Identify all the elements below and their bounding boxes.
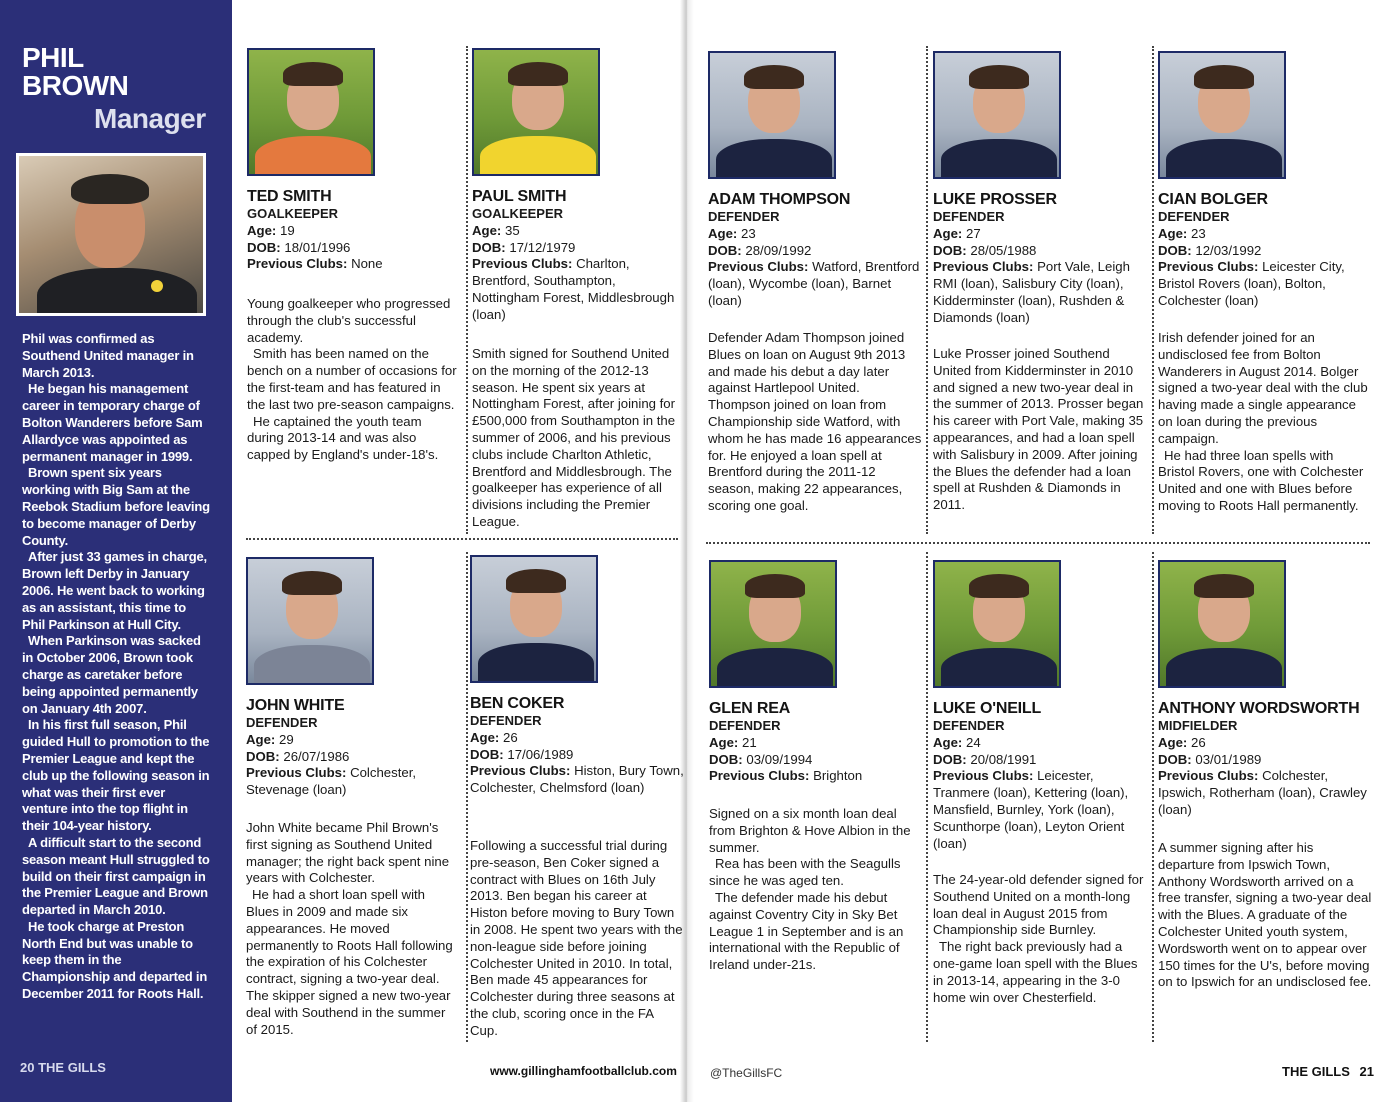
- player-info: [933, 191, 1147, 327]
- player-name: GLEN REA: [709, 700, 791, 717]
- previous-clubs-label: Previous Clubs:: [933, 768, 1034, 784]
- column-divider: [926, 46, 928, 534]
- player-age: 29: [278, 731, 294, 747]
- previous-clubs-label: Previous Clubs:: [246, 765, 347, 781]
- player-previous-clubs-row: [472, 256, 686, 323]
- manager-bio-paragraph: In his first full season, Phil guided Hull to promotion to the Premier League and kept the club up the following season in what was their first ever venture into the top flight in their 104-year history.: [22, 717, 210, 834]
- player-info: [470, 695, 684, 797]
- player-name: JOHN WHITE: [246, 697, 345, 714]
- player-previous-clubs: Leicester City, Bristol Rovers (loan), Bolton, Colchester (loan): [1158, 259, 1345, 308]
- player-info: [1158, 191, 1372, 310]
- manager-bio-paragraph: A difficult start to the second season meant Hull struggled to build on their first campaign in the Premier League and Brown departed in March 2010.: [22, 834, 210, 918]
- player-info: [472, 188, 686, 324]
- player-previous-clubs-row: [1158, 768, 1372, 818]
- player-previous-clubs-row: [709, 768, 923, 785]
- player-photo: [247, 48, 375, 176]
- player-position: DEFENDER: [1158, 209, 1230, 224]
- player-dob: 26/07/1986: [283, 748, 350, 764]
- website-footer: www.gillinghamfootballclub.com: [490, 1064, 677, 1078]
- player-description-paragraph: He had a short loan spell with Blues in 2009 and made six appearances. He moved permanently to Roots Hall following the expiration of his Colchester contract, signing a two-year deal. The skipper signed a new two-year deal with Southend in the summer of 2015.: [246, 887, 453, 1037]
- manager-first-name: PHIL: [22, 42, 84, 73]
- player-age: 23: [1190, 225, 1206, 241]
- column-divider: [926, 552, 928, 1042]
- player-dob-row: [470, 747, 684, 764]
- player-previous-clubs-row: [933, 259, 1147, 326]
- player-previous-clubs-row: [933, 768, 1147, 852]
- column-divider: [1152, 552, 1154, 1042]
- player-description: [709, 806, 923, 974]
- player-description-paragraph: He had three loan spells with Bristol Rovers, one with Colchester United and one with Blues before moving to Roots Hall permanently.: [1158, 447, 1364, 513]
- previous-clubs-label: Previous Clubs:: [470, 763, 571, 779]
- player-photo: [246, 557, 374, 685]
- player-previous-clubs-row: [247, 256, 461, 273]
- age-label: Age:: [933, 225, 963, 241]
- player-age: 35: [504, 222, 520, 238]
- player-description-paragraph: Young goalkeeper who progressed through the club's successful academy.: [247, 296, 451, 345]
- player-dob: 28/09/1992: [745, 242, 812, 258]
- player-age-row: [472, 223, 686, 240]
- player-photo: [709, 560, 837, 688]
- player-age: 24: [965, 734, 981, 750]
- player-position: MIDFIELDER: [1158, 718, 1238, 733]
- left-page-footer: [20, 1060, 106, 1075]
- player-description-paragraph: The 24-year-old defender signed for Southend United on a month-long loan deal in August 2015 from Championship side Burnley.: [933, 872, 1144, 938]
- dob-label: DOB:: [1158, 242, 1192, 258]
- player-description: [1158, 330, 1372, 515]
- player-info: [246, 697, 460, 799]
- player-position: GOALKEEPER: [472, 206, 564, 221]
- column-divider: [466, 46, 468, 534]
- right-page-footer: [1282, 1064, 1374, 1079]
- player-info: [933, 700, 1147, 852]
- player-previous-clubs: Brighton: [813, 768, 863, 784]
- player-position: DEFENDER: [708, 209, 780, 224]
- player-age-row: [933, 735, 1147, 752]
- player-previous-clubs: Watford, Brentford (loan), Wycombe (loan), Barnet (loan): [708, 259, 920, 308]
- left-page-number: 20: [20, 1060, 35, 1075]
- player-age-row: [470, 730, 684, 747]
- player-description-paragraph: Signed on a six month loan deal from Brighton & Hove Albion in the summer.: [709, 806, 911, 855]
- player-age: 26: [502, 729, 518, 745]
- player-dob: 12/03/1992: [1195, 242, 1262, 258]
- manager-role: Manager: [94, 103, 206, 134]
- player-dob: 17/12/1979: [509, 239, 576, 255]
- left-publication-name: THE GILLS: [38, 1060, 106, 1075]
- player-name: ADAM THOMPSON: [708, 191, 851, 208]
- player-dob-row: [933, 752, 1147, 769]
- player-previous-clubs-row: [1158, 259, 1372, 309]
- dob-label: DOB:: [708, 242, 742, 258]
- player-previous-clubs: Leicester, Tranmere (loan), Kettering (loan), Mansfield, Burnley, York (loan), Scunthorpe (loan), Leyton Orient (loan): [933, 768, 1129, 851]
- previous-clubs-label: Previous Clubs:: [1158, 259, 1259, 275]
- player-age-row: [708, 226, 922, 243]
- player-description-paragraph: Luke Prosser joined Southend United from Kidderminster in 2010 and signed a new two-year deal in the summer of 2013. Prosser began his career with Port Vale, making 35 appearances, and had a loan spell with Salisbury in 2009. After joining the Blues the defender had a loan spell at Rushden & Diamonds in 2011.: [933, 346, 1144, 513]
- player-position: DEFENDER: [470, 713, 542, 728]
- player-previous-clubs-row: [708, 259, 922, 309]
- previous-clubs-label: Previous Clubs:: [1158, 768, 1259, 784]
- player-name: ANTHONY WORDSWORTH: [1158, 700, 1360, 717]
- player-name: BEN COKER: [470, 695, 565, 712]
- player-description-paragraph: The defender made his debut against Coventry City in Sky Bet League 1 in September and is an international with the Republic of Ireland under-21s.: [709, 889, 904, 973]
- dob-label: DOB:: [1158, 751, 1192, 767]
- player-photo: [1158, 560, 1286, 688]
- player-age: 27: [965, 225, 981, 241]
- player-description-paragraph: The right back previously had a one-game loan spell with the Blues in 2013-14, appearing in the 3-0 home win over Chesterfield.: [933, 939, 1138, 1005]
- age-label: Age:: [470, 729, 500, 745]
- player-description: [247, 296, 461, 464]
- dob-label: DOB:: [246, 748, 280, 764]
- player-photo: [933, 51, 1061, 179]
- manager-bio-paragraph: After just 33 games in charge, Brown left Derby in January 2006. He went back to working as an assistant, this time to Phil Parkinson at Hull City.: [22, 549, 207, 632]
- player-dob: 17/06/1989: [507, 746, 574, 762]
- player-name: LUKE PROSSER: [933, 191, 1057, 208]
- player-previous-clubs-row: [470, 763, 684, 797]
- column-divider: [466, 552, 468, 1042]
- age-label: Age:: [933, 734, 963, 750]
- player-position: DEFENDER: [933, 718, 1005, 733]
- player-dob-row: [709, 752, 923, 769]
- dob-label: DOB:: [709, 751, 743, 767]
- daffodil-pin-icon: [151, 280, 163, 292]
- player-dob: 28/05/1988: [970, 242, 1037, 258]
- player-dob-row: [708, 243, 922, 260]
- previous-clubs-label: Previous Clubs:: [472, 256, 573, 272]
- player-age-row: [247, 223, 461, 240]
- dob-label: DOB:: [470, 746, 504, 762]
- row-divider: [246, 538, 678, 540]
- player-description-paragraph: John White became Phil Brown's first signing as Southend United manager; the right back spent nine years with Colchester.: [246, 820, 450, 886]
- age-label: Age:: [246, 731, 276, 747]
- player-age-row: [933, 226, 1147, 243]
- player-photo: [470, 555, 598, 683]
- right-publication-name: THE GILLS: [1282, 1064, 1350, 1079]
- dob-label: DOB:: [472, 239, 506, 255]
- player-age: 23: [740, 225, 756, 241]
- player-dob-row: [1158, 243, 1372, 260]
- player-previous-clubs: Port Vale, Leigh RMI (loan), Salisbury City (loan), Kidderminster (loan), Rushden & Diamonds (loan): [933, 259, 1130, 325]
- age-label: Age:: [1158, 225, 1188, 241]
- manager-bio: [22, 331, 212, 1003]
- age-label: Age:: [472, 222, 502, 238]
- player-previous-clubs: None: [351, 256, 383, 272]
- player-previous-clubs: Charlton, Brentford, Southampton, Nottingham Forest, Middlesbrough (loan): [472, 256, 675, 322]
- player-description: [933, 346, 1147, 514]
- player-description-paragraph: He captained the youth team during 2013-14 and was also capped by England's under-18's.: [247, 413, 439, 463]
- player-description-paragraph: A summer signing after his departure from Ipswich Town, Anthony Wordsworth arrived on a free transfer, signing a two-year deal with the Blues. A graduate of the Colchester United youth system, Wordsworth went on to appear over 150 times for the U's, before moving on to Ipswich for an undisclosed fee.: [1158, 840, 1372, 990]
- player-position: DEFENDER: [709, 718, 781, 733]
- manager-bio-paragraph: He began his management career in temporary charge of Bolton Wanderers before Sam Allardyce was appointed as permanent manager in 1999.: [22, 381, 203, 464]
- manager-bio-paragraph: Phil was confirmed as Southend United manager in March 2013.: [22, 331, 194, 380]
- previous-clubs-label: Previous Clubs:: [933, 259, 1034, 275]
- manager-photo: [16, 153, 206, 316]
- player-description: [246, 820, 460, 1038]
- previous-clubs-label: Previous Clubs:: [708, 259, 809, 275]
- player-age-row: [1158, 226, 1372, 243]
- player-dob-row: [472, 240, 686, 257]
- player-description: [933, 872, 1147, 1006]
- player-age: 19: [279, 222, 295, 238]
- row-divider: [706, 542, 1370, 544]
- player-position: DEFENDER: [933, 209, 1005, 224]
- manager-bio-paragraph: When Parkinson was sacked in October 2006, Brown took charge as caretaker before being appointed permanently on January 4th 2007.: [22, 633, 201, 716]
- player-description: [470, 838, 684, 1040]
- player-previous-clubs-row: [246, 765, 460, 799]
- previous-clubs-label: Previous Clubs:: [247, 256, 348, 272]
- player-description: [1158, 840, 1372, 991]
- player-dob-row: [933, 243, 1147, 260]
- player-description-paragraph: Rea has been with the Seagulls since he was aged ten.: [709, 856, 901, 889]
- player-dob-row: [1158, 752, 1372, 769]
- player-previous-clubs: Histon, Bury Town, Colchester, Chelmsford (loan): [470, 763, 684, 796]
- player-name: PAUL SMITH: [472, 188, 567, 205]
- player-description-paragraph: Smith has been named on the bench on a number of occasions for the first-team and has featured in the last two pre-season campaigns.: [247, 346, 457, 412]
- player-age-row: [246, 732, 460, 749]
- age-label: Age:: [247, 222, 277, 238]
- player-description-paragraph: Following a successful trial during pre-season, Ben Coker signed a contract with Blues on 16th July 2013. Ben began his career at Histon before moving to Bury Town in 2008. He spent two years with the non-league side before joining Colchester United in 2010. In total, Ben made 45 appearances for Colchester during three seasons at the club, scoring once in the FA Cup.: [470, 838, 683, 1038]
- player-age: 21: [741, 734, 757, 750]
- player-description: [472, 346, 686, 531]
- age-label: Age:: [709, 734, 739, 750]
- player-previous-clubs: Colchester, Stevenage (loan): [246, 765, 417, 798]
- player-info: [709, 700, 923, 785]
- player-photo: [472, 48, 600, 176]
- player-dob: 20/08/1991: [970, 751, 1037, 767]
- player-age: 26: [1190, 734, 1206, 750]
- player-description-paragraph: Irish defender joined for an undisclosed fee from Bolton Wanderers in August 2014. Bolger signed a two-year deal with the club having made a single appearance on loan during the previous campaign.: [1158, 330, 1368, 446]
- dob-label: DOB:: [933, 751, 967, 767]
- twitter-handle: @TheGillsFC: [710, 1066, 783, 1080]
- player-previous-clubs: Colchester, Ipswich, Rotherham (loan), Crawley (loan): [1158, 768, 1367, 817]
- column-divider: [1152, 46, 1154, 534]
- player-dob: 18/01/1996: [284, 239, 351, 255]
- right-page-number: 21: [1359, 1064, 1374, 1079]
- manager-last-name: BROWN: [22, 70, 129, 101]
- dob-label: DOB:: [933, 242, 967, 258]
- player-dob: 03/09/1994: [746, 751, 813, 767]
- age-label: Age:: [708, 225, 738, 241]
- player-photo: [708, 51, 836, 179]
- player-position: DEFENDER: [246, 715, 318, 730]
- player-description-paragraph: Smith signed for Southend United on the morning of the 2012-13 season. He spent six years at Nottingham Forest, after joining for £500,000 from Southampton in the summer of 2006, and his previous clubs include Charlton Athletic, Brentford and Middlesbrough. The goalkeeper has experience of all divisions including the Premier League.: [472, 346, 676, 529]
- player-name: LUKE O'NEILL: [933, 700, 1042, 717]
- player-info: [708, 191, 922, 310]
- player-age-row: [1158, 735, 1372, 752]
- player-age-row: [709, 735, 923, 752]
- player-name: TED SMITH: [247, 188, 332, 205]
- dob-label: DOB:: [247, 239, 281, 255]
- player-photo: [1158, 51, 1286, 179]
- player-info: [247, 188, 461, 273]
- age-label: Age:: [1158, 734, 1188, 750]
- player-description-paragraph: Defender Adam Thompson joined Blues on loan on August 9th 2013 and made his debut a day later against Hartlepool United. Thompson joined on loan from Championship side Watford, with whom he has made 16 appearances for. He enjoyed a loan spell at Brentford during the 2011-12 season, making 22 appearances, scoring one goal.: [708, 330, 922, 513]
- previous-clubs-label: Previous Clubs:: [709, 768, 810, 784]
- player-dob-row: [247, 240, 461, 257]
- player-description: [708, 330, 922, 515]
- manager-sidebar: [0, 0, 232, 1102]
- player-photo: [933, 560, 1061, 688]
- manager-bio-paragraph: Brown spent six years working with Big Sam at the Reebok Stadium before leaving to become manager of Derby County.: [22, 465, 210, 548]
- manager-bio-paragraph: He took charge at Preston North End but was unable to keep them in the Championship and departed in December 2011 for Roots Hall.: [22, 918, 208, 1002]
- player-dob-row: [246, 749, 460, 766]
- player-position: GOALKEEPER: [247, 206, 339, 221]
- player-dob: 03/01/1989: [1195, 751, 1262, 767]
- player-info: [1158, 700, 1372, 819]
- player-name: CIAN BOLGER: [1158, 191, 1268, 208]
